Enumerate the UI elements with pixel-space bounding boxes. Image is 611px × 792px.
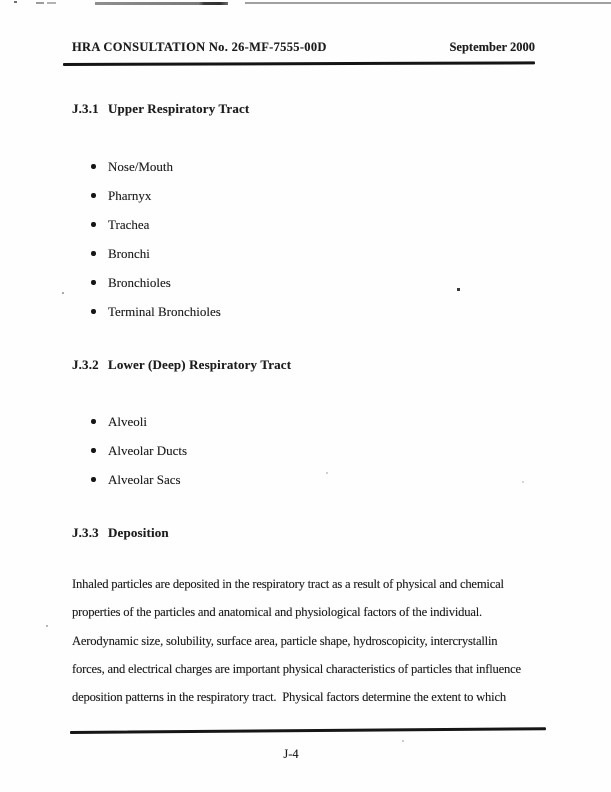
list-item — [91, 297, 221, 326]
bullet-icon — [91, 222, 96, 227]
list-item — [91, 465, 187, 494]
bullet-icon — [91, 280, 96, 285]
list-item — [91, 239, 221, 268]
list-item-label: Bronchioles — [108, 274, 171, 290]
section-number: J.3.1 — [72, 101, 99, 116]
section-heading-j33 — [72, 525, 169, 541]
paragraph-line: deposition patterns in the respiratory tract. Physical factors determine the extent to which — [72, 690, 506, 705]
scan-artifact-speck — [457, 288, 460, 291]
scan-artifact-speck — [326, 472, 328, 474]
scan-artifact-dash — [36, 2, 44, 4]
bullet-icon — [91, 193, 96, 198]
section-heading-j31 — [72, 101, 249, 117]
list-item-label: Terminal Bronchioles — [108, 303, 221, 319]
scan-artifact-bar — [95, 2, 228, 5]
header-rule — [63, 61, 535, 66]
bullet-list-lower-respiratory — [91, 407, 187, 494]
bullet-icon — [91, 309, 96, 314]
list-item-label: Alveoli — [108, 413, 147, 429]
section-title: Deposition — [108, 525, 169, 540]
bullet-icon — [91, 164, 96, 169]
header-date: September 2000 — [449, 40, 535, 54]
paragraph-line: Inhaled particles are deposited in the respiratory tract as a result of physical and chemical — [72, 577, 504, 591]
footer-rule — [70, 727, 546, 734]
scan-artifact-speck — [522, 481, 524, 483]
list-item-label: Trachea — [108, 216, 150, 232]
scan-artifact-bar — [245, 2, 611, 4]
paragraph-line: Aerodynamic size, solubility, surface area, particle shape, hydroscopicity, intercrystallin — [72, 633, 498, 648]
page-number: J-4 — [283, 747, 299, 761]
bullet-icon — [91, 477, 96, 482]
bullet-icon — [91, 448, 96, 453]
list-item — [91, 210, 221, 239]
list-item — [91, 436, 187, 465]
list-item-label: Alveolar Sacs — [108, 471, 181, 487]
list-item-label: Alveolar Ducts — [108, 442, 188, 458]
list-item — [91, 268, 221, 297]
scan-artifact-speck — [14, 1, 17, 3]
section-title: Upper Respiratory Tract — [108, 101, 250, 116]
header-consultation-number: HRA CONSULTATION No. 26-MF-7555-00D — [72, 40, 327, 54]
bullet-list-upper-respiratory — [91, 152, 221, 326]
list-item — [91, 181, 221, 210]
scan-artifact-speck — [46, 625, 48, 627]
section-number: J.3.2 — [72, 357, 99, 372]
bullet-icon — [91, 419, 96, 424]
paragraph-line: forces, and electrical charges are important physical characteristics of particles that influence — [72, 661, 521, 676]
section-title: Lower (Deep) Respiratory Tract — [108, 357, 292, 372]
scan-artifact-dash — [47, 2, 56, 4]
list-item — [91, 407, 187, 436]
section-heading-j32 — [72, 357, 291, 373]
bullet-icon — [91, 251, 96, 256]
list-item-label: Nose/Mouth — [108, 158, 173, 174]
body-paragraph — [72, 570, 521, 711]
scan-artifact-speck — [62, 292, 64, 294]
scan-artifact-speck — [402, 740, 404, 742]
list-item — [91, 152, 221, 181]
section-number: J.3.3 — [72, 525, 99, 540]
list-item-label: Bronchi — [108, 245, 150, 261]
list-item-label: Pharnyx — [108, 187, 152, 203]
paragraph-line: properties of the particles and anatomical and physiological factors of the individual. — [72, 605, 482, 620]
